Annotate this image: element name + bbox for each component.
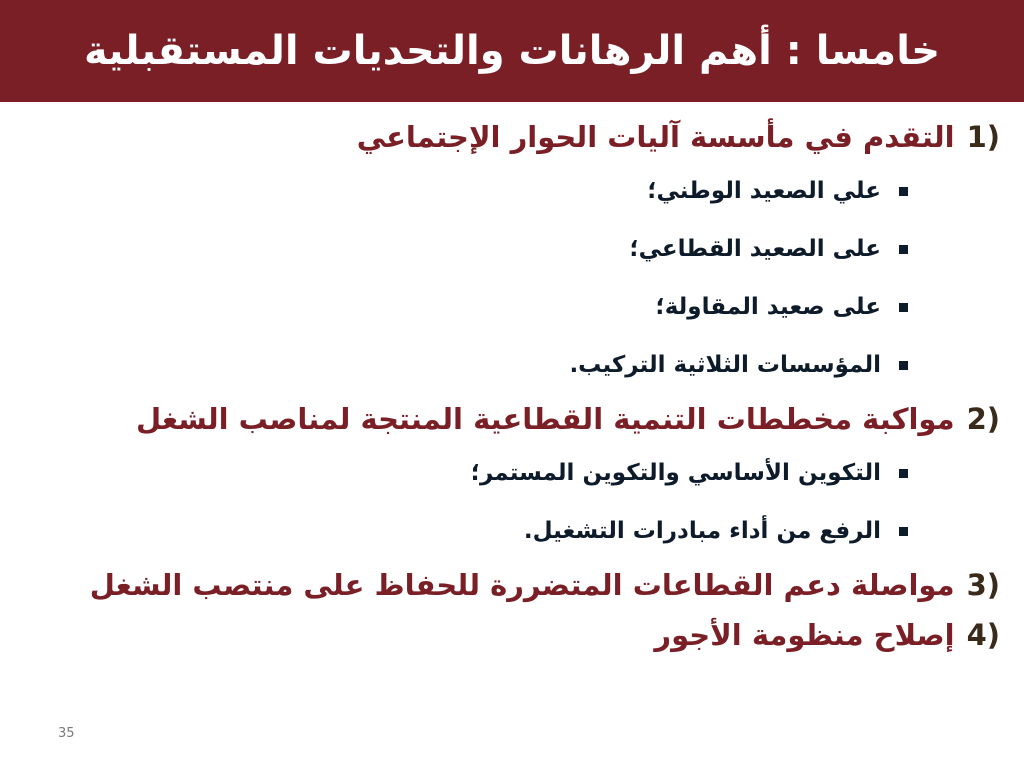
section-heading-text: التقدم في مأسسة آليات الحوار الإجتماعي (356, 120, 955, 154)
page-number: 35 (58, 726, 75, 741)
list-item-text: الرفع من أداء مبادرات التشغيل. (523, 518, 881, 544)
square-bullet-icon (899, 245, 908, 254)
section-4 (24, 610, 1000, 660)
section-number: 2) (966, 402, 1000, 436)
square-bullet-icon (899, 303, 908, 312)
list-item (24, 220, 908, 278)
section-heading (24, 610, 1000, 660)
section-number: 4) (966, 618, 1000, 652)
list-item-text: المؤسسات الثلاثية التركيب. (569, 352, 881, 378)
square-bullet-icon (899, 361, 908, 370)
section-heading (24, 112, 1000, 162)
section-1 (24, 112, 1000, 394)
list-item-text: التكوين الأساسي والتكوين المستمر؛ (470, 460, 881, 486)
title-bar (0, 0, 1024, 102)
section-heading (24, 394, 1000, 444)
section-bullet-list (24, 162, 1000, 394)
square-bullet-icon (899, 187, 908, 196)
list-item (24, 162, 908, 220)
slide-content (24, 112, 1000, 660)
list-item (24, 502, 908, 560)
list-item (24, 336, 908, 394)
section-heading (24, 560, 1000, 610)
section-number: 3) (966, 568, 1000, 602)
section-number: 1) (966, 120, 1000, 154)
square-bullet-icon (899, 527, 908, 536)
list-item (24, 444, 908, 502)
slide-title: خامسا : أهم الرهانات والتحديات المستقبلية (83, 28, 941, 74)
section-2 (24, 394, 1000, 560)
section-heading-text: مواصلة دعم القطاعات المتضررة للحفاظ على منتصب الشغل (89, 568, 955, 602)
section-bullet-list (24, 444, 1000, 560)
section-heading-text: مواكبة مخططات التنمية القطاعية المنتجة لمناصب الشغل (135, 402, 955, 436)
section-3 (24, 560, 1000, 610)
list-item-text: على صعيد المقاولة؛ (655, 294, 881, 320)
list-item-text: على الصعيد القطاعي؛ (629, 236, 881, 262)
section-heading-text: إصلاح منظومة الأجور (654, 618, 955, 652)
list-item (24, 278, 908, 336)
square-bullet-icon (899, 469, 908, 478)
list-item-text: علي الصعيد الوطني؛ (647, 178, 881, 204)
